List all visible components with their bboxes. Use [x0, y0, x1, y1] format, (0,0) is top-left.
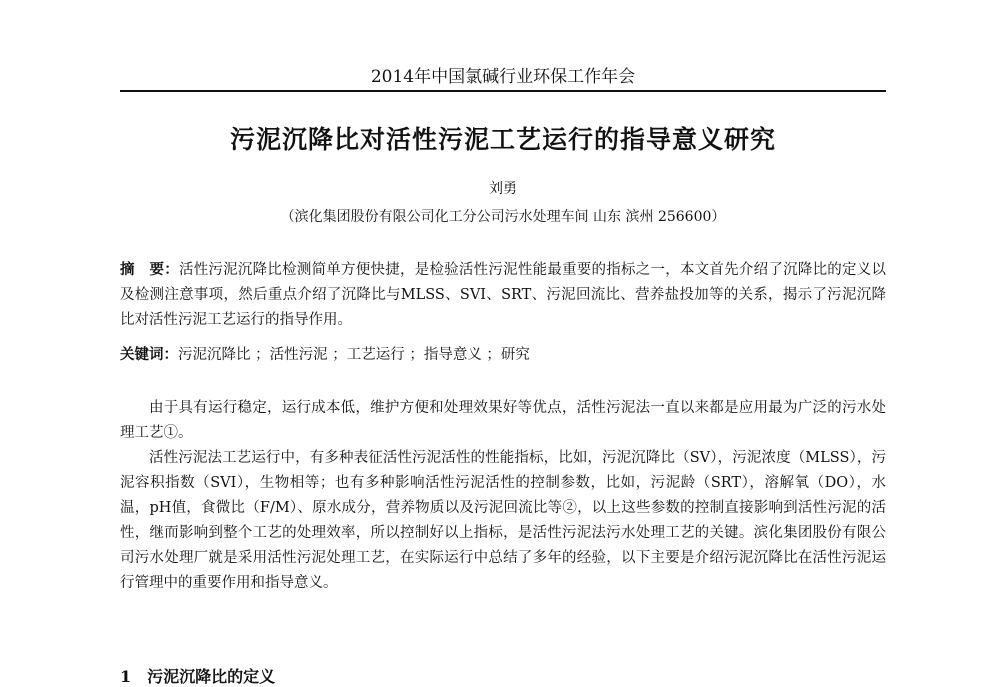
keywords-text: 污泥沉降比 ；活性污泥 ；工艺运行 ；指导意义 ；研究 [178, 347, 530, 363]
conference-header: 2014年中国氯碱行业环保工作年会 [370, 67, 636, 87]
paper-title: 污泥沉降比对活性污泥工艺运行的指导意义研究 [229, 125, 776, 154]
abstract-text: 活性污泥沉降比检测简单方便快捷，是检验活性污泥性能最重要的指标之一，本文首先介绍了沉降比的定义以及检测注意事项，然后重点介绍了沉降比与MLSS、SVI、SRT、污泥回流比、营养盐投加等的关系，揭示了污泥沉降比对活性污泥工艺运行的指导作用。 [120, 262, 887, 328]
keywords-label: 关键词： [120, 346, 178, 363]
body-text [120, 396, 886, 596]
author-name: 刘勇 [489, 181, 517, 197]
abstract-label: 摘 要： [120, 261, 179, 278]
body-paragraph-2: 活性污泥法工艺运行中，有多种表征活性污泥活性的性能指标，比如，污泥沉降比（SV），污泥浓度（MLSS），污泥容积指数（SVI），生物相等；也有多种影响活性污泥活性的控制参数，比如，污泥龄（SRT），溶解氧（DO），水温，pH值，食微比（F/M）、原水成分，营养物质以及污泥回流比等②，以上这些参数的控制直接影响到活性污泥的活性，继而影响到整个工艺的处理效率，所以控制好以上指标，是活性污泥法污水处理工艺的关键。滨化集团股份有限公司污水处理厂就是采用活性污泥处理工艺，在实际运行中总结了多年的经验，以下主要是介绍污泥沉降比在活性污泥运行管理中的重要作用和指导意义。 [120, 450, 886, 591]
header-rule [120, 90, 886, 92]
keywords [120, 342, 886, 368]
author-affiliation: （滨化集团股份有限公司化工分公司污水处理车间 山东 滨州 256600） [280, 209, 726, 225]
abstract [120, 257, 886, 333]
section-heading-1: 1 污泥沉降比的定义 [120, 667, 276, 686]
body-paragraph-1: 由于具有运行稳定，运行成本低，维护方便和处理效果好等优点，活性污泥法一直以来都是应用最为广泛的污水处理工艺①。 [120, 400, 886, 441]
